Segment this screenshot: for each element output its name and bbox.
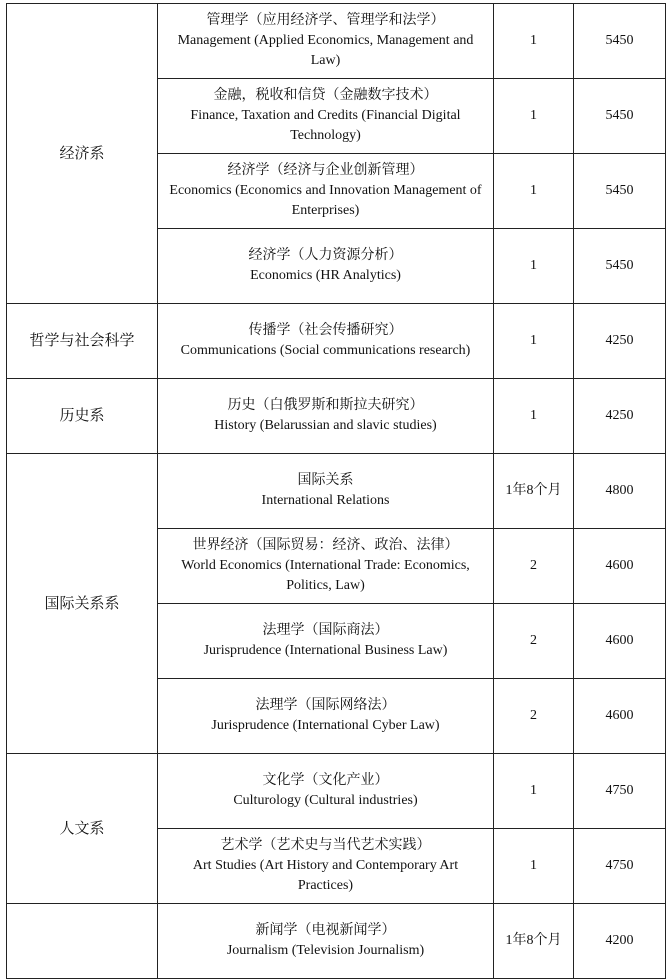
program-name-zh: 经济学（经济与企业创新管理） [227,163,424,178]
program-name-en: Finance, Taxation and Credits (Financial Digital Technology) [190,108,461,143]
program-name-en: Culturology (Cultural industries) [233,793,418,808]
duration-cell: 2 [494,604,574,679]
program-cell [158,904,494,979]
program-name-en: Journalism (Television Journalism) [226,943,425,958]
program-name-en: Economics (HR Analytics) [250,268,401,283]
department-cell: 人文系 [7,754,158,904]
table-row [7,379,666,454]
programs-table-body [7,4,666,979]
program-cell [158,379,494,454]
duration-cell: 2 [494,679,574,754]
table-row [7,904,666,979]
duration-cell: 1 [494,829,574,904]
department-cell: 哲学与社会科学 [7,304,158,379]
program-cell [158,304,494,379]
table-row [7,454,666,529]
fee-cell: 4250 [574,304,666,379]
duration-cell: 1年8个月 [494,454,574,529]
program-cell [158,79,494,154]
fee-cell: 4600 [574,604,666,679]
program-name-en: International Relations [261,493,390,508]
fee-cell: 5450 [574,154,666,229]
program-name-zh: 法理学（国际商法） [262,623,389,638]
program-name-zh: 国际关系 [297,473,354,488]
program-cell [158,454,494,529]
duration-cell: 1年8个月 [494,904,574,979]
department-cell [7,904,158,979]
program-name-en: Art Studies (Art History and Contemporary Art Practices) [192,858,459,893]
program-name-zh: 文化学（文化产业） [262,773,389,788]
program-name-zh: 管理学（应用经济学、管理学和法学） [206,13,445,28]
department-cell: 历史系 [7,379,158,454]
fee-cell: 4200 [574,904,666,979]
program-name-en: History (Belarussian and slavic studies) [214,418,437,433]
program-cell [158,604,494,679]
program-name-zh: 历史（白俄罗斯和斯拉夫研究） [227,398,424,413]
duration-cell: 1 [494,4,574,79]
program-cell [158,4,494,79]
program-name-zh: 金融，税收和信贷（金融数字技术） [213,88,438,103]
duration-cell: 1 [494,79,574,154]
duration-cell: 1 [494,304,574,379]
fee-cell: 5450 [574,4,666,79]
program-name-zh: 经济学（人力资源分析） [248,248,403,263]
program-name-en: Jurisprudence (International Business Law) [203,643,448,658]
program-cell [158,754,494,829]
program-name-en: Economics (Economics and Innovation Management of Enterprises) [169,183,482,218]
program-name-zh: 传播学（社会传播研究） [248,323,403,338]
program-cell [158,154,494,229]
table-row [7,4,666,79]
program-cell [158,229,494,304]
table-row [7,754,666,829]
duration-cell: 2 [494,529,574,604]
fee-cell: 4750 [574,829,666,904]
duration-cell: 1 [494,229,574,304]
fee-cell: 4750 [574,754,666,829]
department-cell: 国际关系系 [7,454,158,754]
program-cell [158,829,494,904]
program-name-en: Jurisprudence (International Cyber Law) [211,718,440,733]
fee-cell: 5450 [574,229,666,304]
department-cell: 经济系 [7,4,158,304]
program-name-zh: 世界经济（国际贸易：经济、政治、法律） [192,538,459,553]
duration-cell: 1 [494,379,574,454]
programs-table [6,3,666,979]
program-name-zh: 艺术学（艺术史与当代艺术实践） [220,838,431,853]
program-name-en: World Economics (International Trade: Economics, Politics, Law) [181,558,470,593]
duration-cell: 1 [494,154,574,229]
program-name-en: Management (Applied Economics, Management and Law) [177,33,474,68]
program-name-zh: 法理学（国际网络法） [255,698,396,713]
program-cell [158,679,494,754]
fee-cell: 5450 [574,79,666,154]
program-cell [158,529,494,604]
fee-cell: 4600 [574,529,666,604]
fee-cell: 4800 [574,454,666,529]
fee-cell: 4250 [574,379,666,454]
program-name-en: Communications (Social communications research) [180,343,471,358]
program-name-zh: 新闻学（电视新闻学） [255,923,396,938]
duration-cell: 1 [494,754,574,829]
fee-cell: 4600 [574,679,666,754]
table-row [7,304,666,379]
